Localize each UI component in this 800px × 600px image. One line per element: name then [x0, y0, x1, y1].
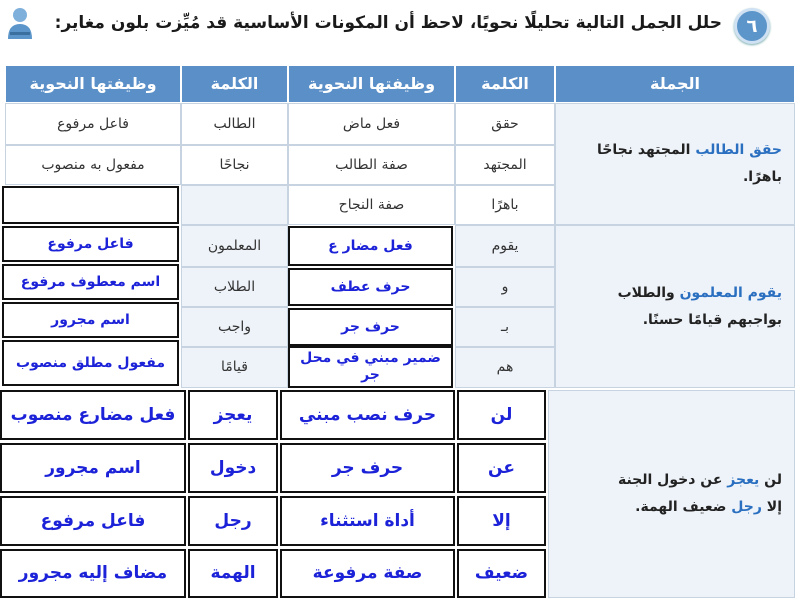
header-word-2: الكلمة: [181, 65, 288, 103]
s2-func-3: حرف جر: [288, 308, 453, 346]
s2-word-left-1: المعلمون: [181, 225, 288, 267]
s2-func-1: فعل مضار ع: [288, 226, 453, 266]
s1-func-left-1: فاعل مرفوع: [5, 103, 181, 145]
exercise-header: [0, 0, 800, 58]
s1-answer-box-empty: [2, 186, 179, 224]
header-word-1: الكلمة: [455, 65, 555, 103]
s2-func-left-1: فاعل مرفوع: [2, 226, 179, 262]
s2-word-1: يقوم: [455, 225, 555, 267]
s2-func-left-4: مفعول مطلق منصوب: [2, 340, 179, 386]
sentence-3-part3: إلا: [761, 499, 782, 515]
s3-word-7: ضعيف: [457, 549, 546, 598]
sentence-1-highlight: حقق الطالب: [695, 142, 782, 159]
s1-word-left-2: نجاحًا: [181, 145, 288, 185]
sentence-3-part1: لن: [759, 472, 782, 489]
sentence-3-part2: عن دخول الجنة: [617, 472, 728, 489]
question-number-badge: ٦: [734, 8, 770, 44]
s3-func-4: اسم مجرور: [0, 443, 186, 493]
s3-word-3: عن: [457, 443, 546, 493]
s2-word-left-4: قيامًا: [181, 347, 288, 388]
sentence-2-rest: والطلاب: [617, 284, 680, 301]
s3-word-1: لن: [457, 390, 546, 440]
sentence-3-part4: ضعيف الهمة.: [635, 499, 732, 515]
s3-func-1: حرف نصب مبني: [280, 390, 455, 440]
s1-word-left-1: الطالب: [181, 103, 288, 145]
sentence-1-line2: باهرًا.: [742, 169, 782, 185]
s2-word-2: و: [455, 267, 555, 307]
s2-func-left-2: اسم معطوف مرفوع: [2, 264, 179, 300]
header-function-1: وظيفتها النحوية: [288, 65, 455, 103]
header-function-2: وظيفتها النحوية: [5, 65, 181, 103]
s1-func-1: فعل ماض: [288, 103, 455, 145]
s3-word-2: يعجز: [188, 390, 278, 440]
s3-func-6: فاعل مرفوع: [0, 496, 186, 546]
header-sentence: الجملة: [555, 65, 795, 103]
s2-func-2: حرف عطف: [288, 268, 453, 306]
s1-word-1: حقق: [455, 103, 555, 145]
s3-func-5: أداة استثناء: [280, 496, 455, 546]
s1-func-3: صفة النجاح: [288, 185, 455, 225]
s2-func-left-3: اسم مجرور: [2, 302, 179, 338]
s1-word-left-empty: [181, 185, 288, 225]
s1-word-2: المجتهد: [455, 145, 555, 185]
sentence-2-highlight: يقوم المعلمون: [679, 284, 782, 301]
s3-word-4: دخول: [188, 443, 278, 493]
sentence-3-highlight1: يعجز: [727, 472, 760, 489]
sentence-2-line2: بواجبهم قيامًا حسنًا.: [642, 311, 782, 328]
s3-func-2: فعل مضارع منصوب: [0, 390, 186, 440]
sentence-3: [548, 390, 795, 598]
s3-func-3: حرف جر: [280, 443, 455, 493]
s1-word-3: باهرًا: [455, 185, 555, 225]
s2-word-4: هم: [455, 347, 555, 388]
student-icon: [6, 6, 34, 40]
s3-word-6: رجل: [188, 496, 278, 546]
s3-func-7: صفة مرفوعة: [280, 549, 455, 598]
instruction-text: حلل الجمل التالية تحليلًا نحويًا، لاحظ أن المكونات الأساسية قد مُيِّزت بلون مغاير:: [54, 13, 722, 33]
sentence-1-rest: المجتهد نجاحًا: [597, 142, 696, 159]
s1-func-2: صفة الطالب: [288, 145, 455, 185]
s3-func-8: مضاف إليه مجرور: [0, 549, 186, 598]
sentence-2: [555, 225, 795, 388]
s2-func-4: ضمير مبني في محل جر: [288, 346, 453, 388]
sentence-3-highlight2: رجل: [731, 499, 762, 515]
s2-word-left-3: واجب: [181, 307, 288, 347]
s1-func-left-2: مفعول به منصوب: [5, 145, 181, 185]
s2-word-left-2: الطلاب: [181, 267, 288, 307]
s3-word-5: إلا: [457, 496, 546, 546]
s3-word-8: الهمة: [188, 549, 278, 598]
sentence-1: [555, 103, 795, 225]
s2-word-3: بـ: [455, 307, 555, 347]
